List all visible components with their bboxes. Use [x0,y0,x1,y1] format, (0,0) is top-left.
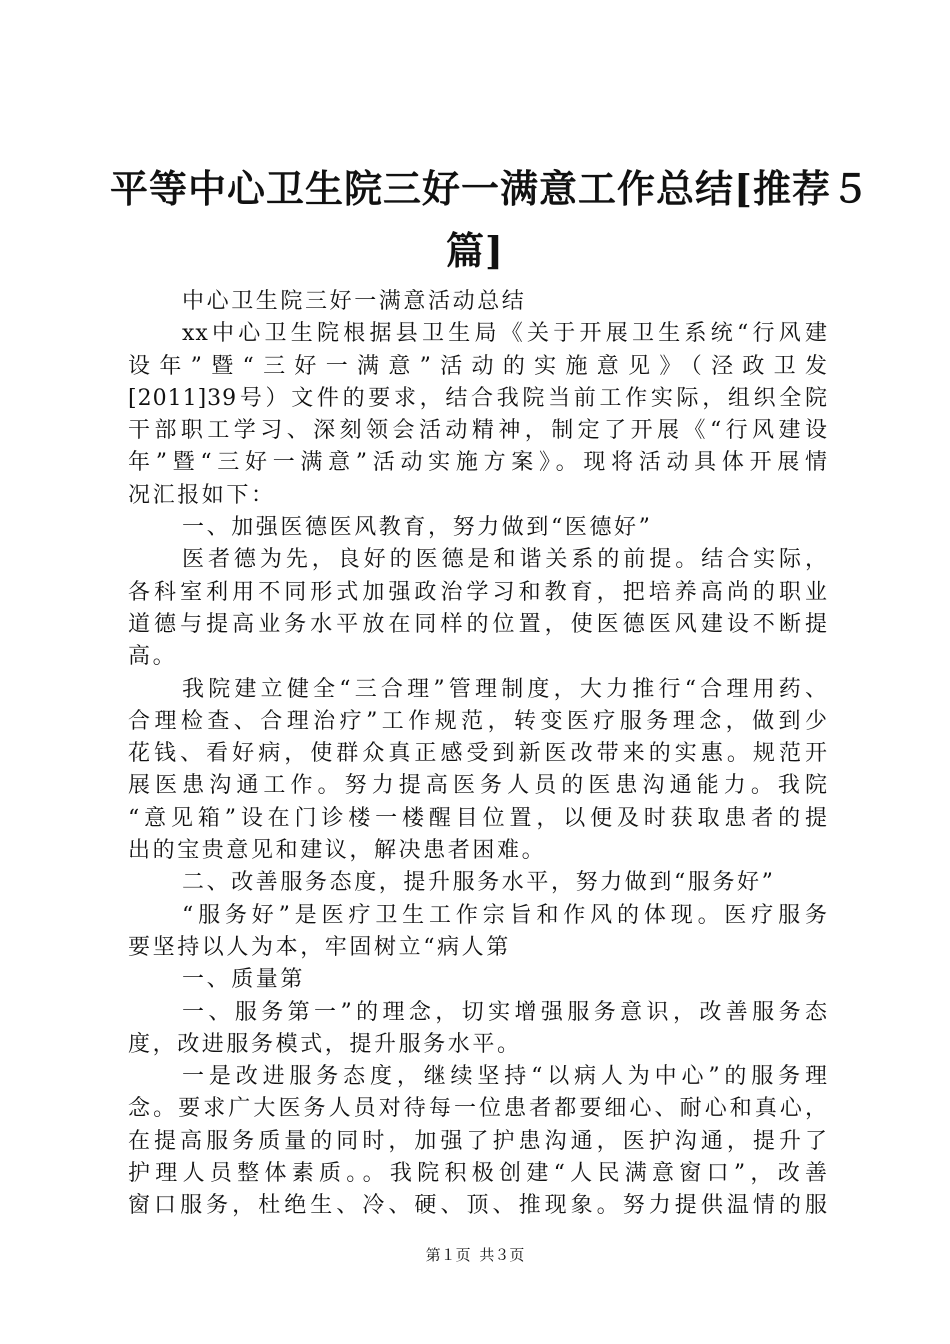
text-line: 合理检查、合理治疗”工作规范，转变医疗服务理念，做到少 [128,708,828,734]
document-body [128,286,828,1223]
page-number: 第１页 [425,1246,471,1264]
text-line: 要坚持以人为本，牢固树立“病人第 [128,934,511,960]
page-footer [0,1244,950,1265]
text-line: 展医患沟通工作。努力提高医务人员的医患沟通能力。我院 [128,773,828,799]
text-line: 一、服务第一”的理念，切实增强服务意识，改善服务态 [182,999,828,1025]
title-line-1: 平等中心卫生院三好一满意工作总结[推荐５ [110,166,870,211]
title-line-2: 篇] [446,228,504,273]
text-line: 中心卫生院三好一满意活动总结 [182,289,527,314]
text-line: 况汇报如下： [128,482,276,508]
text-line: 干部职工学习、深刻领会活动精神，制定了开展《“行风建设 [128,418,828,444]
text-line: 年”暨“三好一满意”活动实施方案》。现将活动具体开展情 [128,450,828,476]
text-line: xx中心卫生院根据县卫生局《关于开展卫生系统“行风建 [182,321,828,347]
text-line: 医者德为先，良好的医德是和谐关系的前提。结合实际， [182,547,828,573]
text-line: “服务好”是医疗卫生工作宗旨和作风的体现。医疗服务 [182,902,828,928]
text-line: 度，改进服务模式，提升服务水平。 [128,1031,522,1057]
text-line: 在提高服务质量的同时，加强了护患沟通，医护沟通，提升了 [128,1128,828,1154]
text-line: 高。 [128,644,178,670]
text-line: 设年”暨“三好一满意”活动的实施意见》（泾政卫发 [128,353,828,379]
text-line: 一是改进服务态度，继续坚持“以病人为中心”的服务理 [182,1064,828,1090]
text-line: 花钱、看好病，使群众真正感受到新医改带来的实惠。规范开 [128,741,828,767]
text-line: 窗口服务，杜绝生、冷、硬、顶、推现象。努力提供温情的服 [128,1193,828,1219]
text-line: 道德与提高业务水平放在同样的位置，使医德医风建设不断提 [128,611,828,637]
text-line: 一、质量第 [182,967,306,993]
text-line: 念。要求广大医务人员对待每一位患者都要细心、耐心和真心， [128,1096,828,1122]
text-line: 二、改善服务态度，提升服务水平，努力做到“服务好” [182,870,776,896]
document-title [110,158,870,282]
text-line: 我院建立健全“三合理”管理制度，大力推行“合理用药、 [182,676,828,702]
text-line: “意见箱”设在门诊楼一楼醒目位置，以便及时获取患者的提 [128,805,828,831]
page-total: 共３页 [479,1246,525,1264]
text-line: 各科室利用不同形式加强政治学习和教育，把培养高尚的职业 [128,579,828,605]
text-line: [2011]39号）文件的要求，结合我院当前工作实际，组织全院 [128,385,828,411]
text-line: 出的宝贵意见和建议，解决患者困难。 [128,838,547,864]
text-line: 护理人员整体素质。。我院积极创建“人民满意窗口”，改善 [128,1161,828,1187]
text-line: 一、加强医德医风教育，努力做到“医德好” [182,515,653,541]
